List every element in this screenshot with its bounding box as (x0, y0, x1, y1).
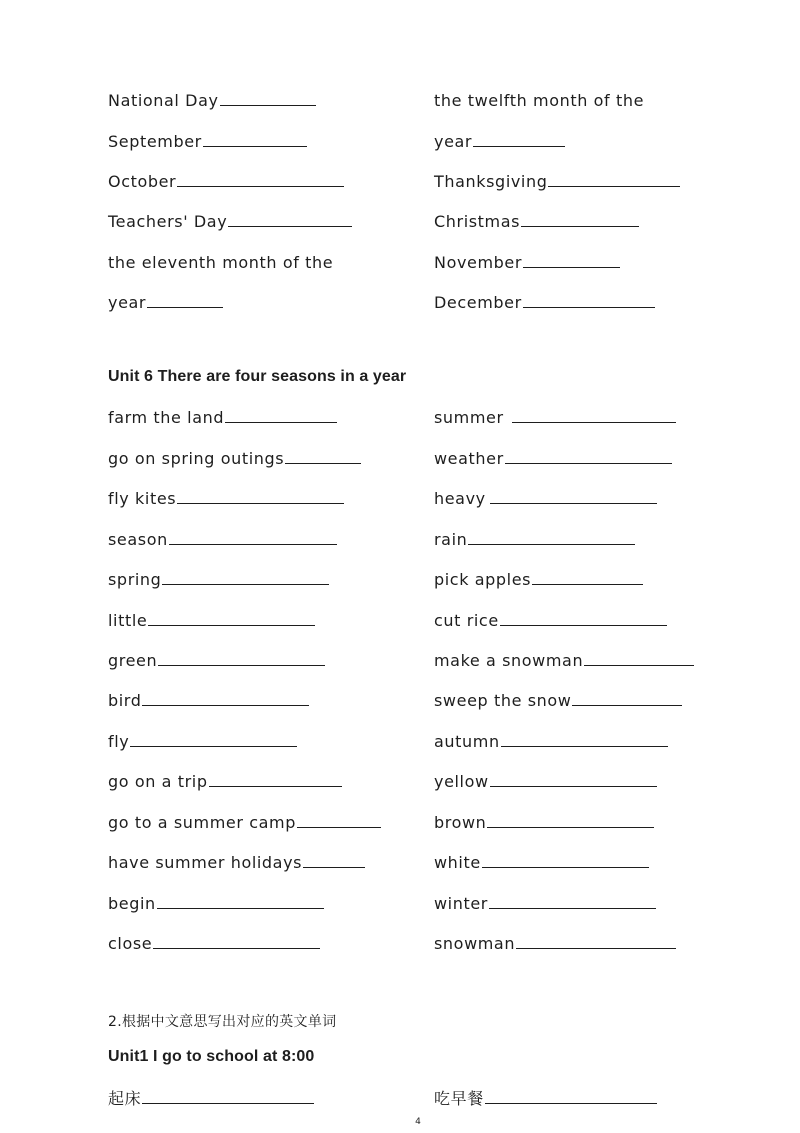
answer-blank[interactable] (523, 293, 655, 308)
answer-blank[interactable] (285, 449, 361, 464)
vocab-item: green (108, 651, 325, 671)
vocab-item: begin (108, 894, 324, 914)
vocab-item: autumn (434, 732, 668, 752)
answer-blank[interactable] (209, 772, 342, 787)
vocab-item: yellow (434, 772, 657, 792)
vocab-item: go on spring outings (108, 449, 361, 469)
answer-blank[interactable] (130, 732, 297, 747)
vocab-item: heavy (434, 489, 657, 509)
vocab-item: season (108, 530, 337, 550)
answer-blank[interactable] (297, 813, 381, 828)
vocab-item: weather (434, 449, 672, 469)
vocab-item: white (434, 853, 649, 873)
vocab-item: summer (434, 408, 676, 428)
vocab-item: brown (434, 813, 654, 833)
vocab-item: fly kites (108, 489, 344, 509)
vocab-item: Christmas (434, 212, 639, 232)
answer-blank[interactable] (490, 772, 657, 787)
vocab-item: go to a summer camp (108, 813, 381, 833)
answer-blank[interactable] (485, 1089, 657, 1104)
answer-blank[interactable] (501, 732, 668, 747)
answer-blank[interactable] (169, 530, 337, 545)
answer-blank[interactable] (153, 934, 320, 949)
vocab-item: farm the land (108, 408, 337, 428)
answer-blank[interactable] (162, 570, 329, 585)
vocab-item: year (108, 293, 223, 313)
vocab-item: 起床 (108, 1089, 314, 1109)
vocab-item: rain (434, 530, 635, 550)
answer-blank[interactable] (473, 132, 565, 147)
vocab-item: fly (108, 732, 297, 752)
answer-blank[interactable] (512, 408, 676, 423)
answer-blank[interactable] (148, 611, 315, 626)
vocab-item: November (434, 253, 620, 273)
unit1-heading: Unit1 I go to school at 8:00 (108, 1048, 315, 1065)
answer-blank[interactable] (220, 91, 316, 106)
answer-blank[interactable] (505, 449, 672, 464)
answer-blank[interactable] (521, 212, 639, 227)
vocab-item: December (434, 293, 655, 313)
answer-blank[interactable] (228, 212, 352, 227)
vocab-item: the eleventh month of the (108, 253, 334, 272)
vocab-item: winter (434, 894, 656, 914)
answer-blank[interactable] (490, 489, 657, 504)
answer-blank[interactable] (468, 530, 635, 545)
answer-blank[interactable] (572, 691, 682, 706)
answer-blank[interactable] (157, 894, 324, 909)
answer-blank[interactable] (225, 408, 337, 423)
vocab-item: year (434, 132, 565, 152)
vocab-item: have summer holidays (108, 853, 365, 873)
answer-blank[interactable] (584, 651, 694, 666)
answer-blank[interactable] (548, 172, 680, 187)
answer-blank[interactable] (203, 132, 307, 147)
vocab-item: go on a trip (108, 772, 342, 792)
vocab-item: snowman (434, 934, 676, 954)
vocab-item: September (108, 132, 307, 152)
unit6-heading: Unit 6 There are four seasons in a year (108, 368, 407, 385)
vocab-item: make a snowman (434, 651, 694, 671)
answer-blank[interactable] (500, 611, 667, 626)
vocab-item: close (108, 934, 320, 954)
answer-blank[interactable] (142, 1089, 314, 1104)
vocab-item: cut rice (434, 611, 667, 631)
answer-blank[interactable] (487, 813, 654, 828)
section2-title: 2.根据中文意思写出对应的英文单词 (108, 1014, 337, 1030)
answer-blank[interactable] (158, 651, 325, 666)
vocab-item: the twelfth month of the (434, 91, 645, 110)
vocab-item: little (108, 611, 315, 631)
answer-blank[interactable] (147, 293, 223, 308)
vocab-item: bird (108, 691, 309, 711)
vocab-item: National Day (108, 91, 316, 111)
answer-blank[interactable] (482, 853, 649, 868)
vocab-item: Thanksgiving (434, 172, 680, 192)
answer-blank[interactable] (303, 853, 365, 868)
page-number: 4 (415, 1117, 421, 1127)
vocab-item: 吃早餐 (434, 1089, 657, 1109)
answer-blank[interactable] (523, 253, 620, 268)
answer-blank[interactable] (142, 691, 309, 706)
answer-blank[interactable] (489, 894, 656, 909)
answer-blank[interactable] (177, 489, 344, 504)
vocab-item: sweep the snow (434, 691, 682, 711)
vocab-item: pick apples (434, 570, 643, 590)
answer-blank[interactable] (516, 934, 676, 949)
vocab-item: spring (108, 570, 329, 590)
answer-blank[interactable] (177, 172, 344, 187)
vocab-item: Teachers' Day (108, 212, 352, 232)
answer-blank[interactable] (532, 570, 643, 585)
vocab-item: October (108, 172, 344, 192)
